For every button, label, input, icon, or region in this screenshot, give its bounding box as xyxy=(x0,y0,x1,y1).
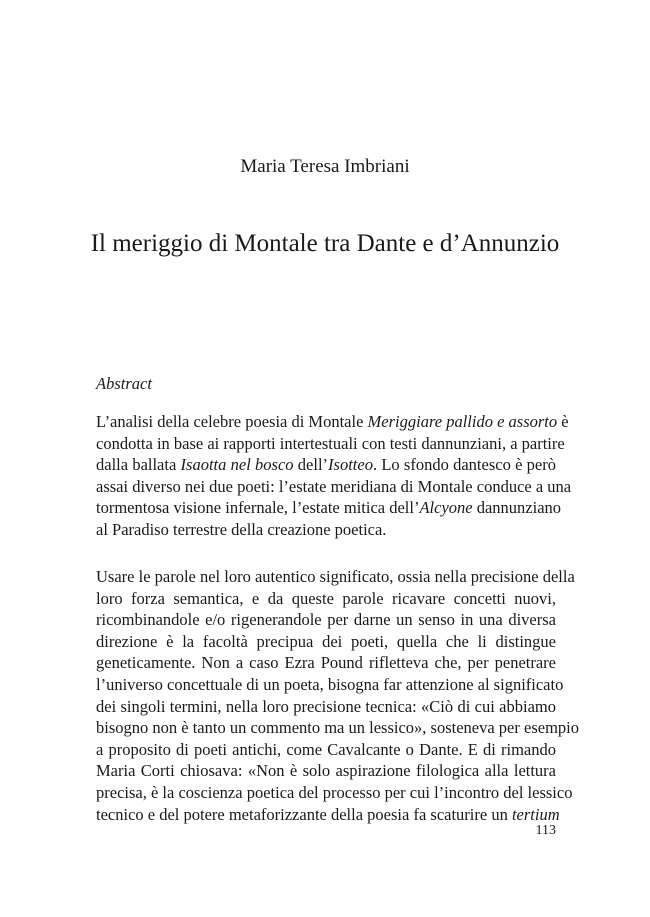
text-span: dalla ballata xyxy=(96,455,181,475)
text-span: a proposito di poeti antichi, come Cavalcante o Dante. E di rimando xyxy=(96,739,556,759)
text-span: Usare le parole nel loro autentico significato, ossia nella precisione della xyxy=(96,567,575,586)
text-span: dannunziano xyxy=(472,498,562,518)
italic-text: Alcyone xyxy=(419,498,473,518)
text-span: ricombinandole e/o rigenerandole per darne un senso in una diversa xyxy=(96,610,556,630)
body-line xyxy=(96,804,560,826)
text-span: è xyxy=(557,412,569,431)
body-line xyxy=(96,696,556,718)
text-span: al Paradiso terrestre della creazione poetica. xyxy=(96,519,387,539)
body-line xyxy=(96,674,564,696)
abstract-paragraph xyxy=(96,411,572,541)
abstract-line xyxy=(96,476,572,498)
text-span: assai diverso nei due poeti: l’estate meridiana di Montale conduce a una xyxy=(96,476,572,496)
text-span: precisa, è la coscienza poetica del processo per cui l’incontro del lessico xyxy=(96,782,573,802)
abstract-line xyxy=(96,497,562,519)
text-span: geneticamente. Non a caso Ezra Pound rifletteva che, per penetrare xyxy=(96,653,556,673)
abstract-line xyxy=(96,411,569,433)
italic-text: Meriggiare pallido e assorto xyxy=(367,412,558,431)
body-line xyxy=(96,739,556,761)
body-line xyxy=(96,717,579,739)
text-span: tecnico e del potere metaforizzante della poesia fa scaturire un xyxy=(96,804,512,824)
chapter-title: Il meriggio di Montale tra Dante e d’Annunzio xyxy=(90,230,560,257)
italic-text: Isaotta nel bosco xyxy=(180,455,294,475)
abstract-line xyxy=(96,433,565,455)
body-line xyxy=(96,782,573,804)
page-number: 113 xyxy=(535,823,556,838)
author-name: Maria Teresa Imbriani xyxy=(240,156,410,177)
abstract-line xyxy=(96,519,556,541)
abstract-heading: Abstract xyxy=(96,374,152,393)
body-line xyxy=(96,588,556,610)
body-line xyxy=(96,631,556,653)
body-paragraph xyxy=(96,566,579,825)
text-span: loro forza semantica, e da queste parole ricavare concetti nuovi, xyxy=(96,588,556,608)
text-span: bisogno non è tanto un commento ma un lessico», sosteneva per esempio xyxy=(96,718,579,738)
text-span: condotta in base ai rapporti intertestuali con testi dannunziani, a partire xyxy=(96,433,565,453)
text-span: tormentosa visione infernale, l’estate mitica dell’ xyxy=(96,498,420,518)
text-span: l’universo concettuale di un poeta, bisogna far attenzione al significato xyxy=(96,674,564,694)
body-line xyxy=(96,760,556,782)
text-span: . Lo sfondo dantesco è però xyxy=(372,455,556,475)
text-span: L’analisi della celebre poesia di Montale xyxy=(96,412,368,431)
body-line xyxy=(96,652,556,674)
italic-text: tertium xyxy=(511,804,560,824)
text-span: direzione è la facoltà precipua dei poeti, quella che li distingue xyxy=(96,631,556,651)
text-span: dell’ xyxy=(293,455,329,475)
abstract-line xyxy=(96,454,556,476)
body-line xyxy=(96,609,556,631)
italic-text: Isotteo xyxy=(328,455,373,475)
text-span: Maria Corti chiosava: «Non è solo aspirazione filologica alla lettura xyxy=(96,761,556,781)
text-span: dei singoli termini, nella loro precisione tecnica: «Ciò di cui abbiamo xyxy=(96,696,556,716)
body-line xyxy=(96,566,575,588)
